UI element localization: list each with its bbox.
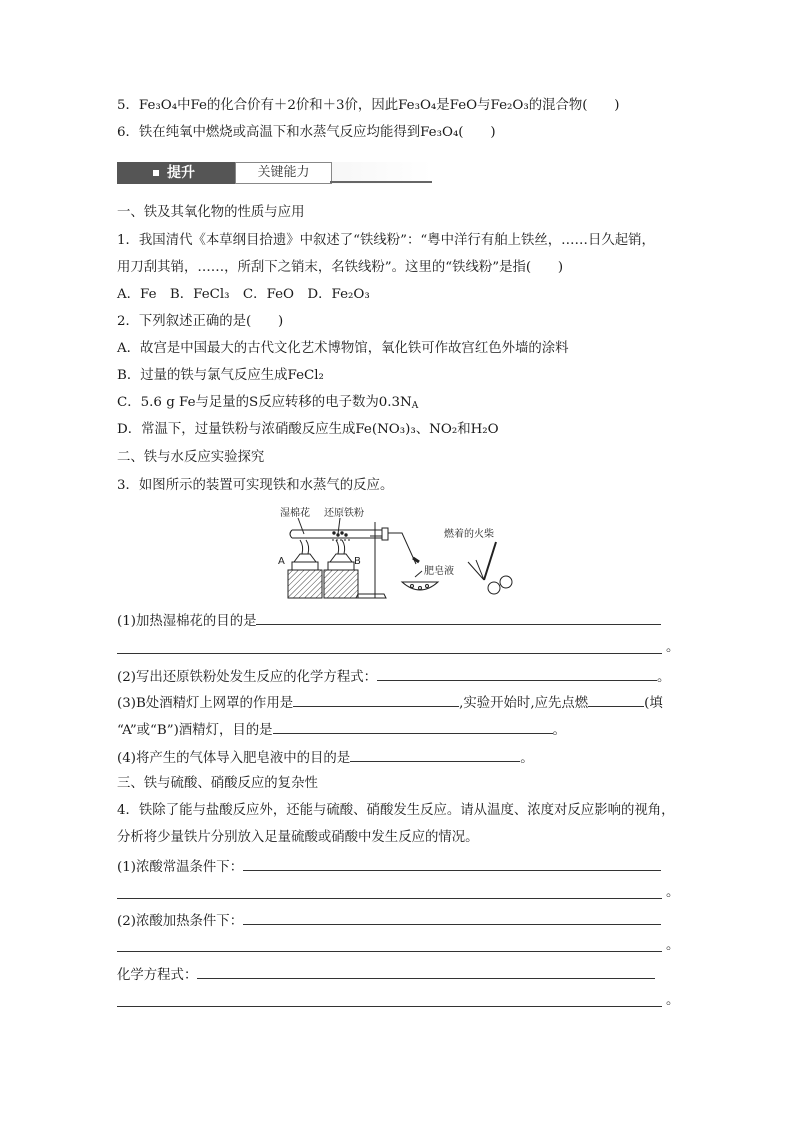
q3-sub1	[117, 610, 661, 632]
q3-sub2	[117, 666, 670, 688]
period: 。	[666, 885, 680, 900]
period: 。	[520, 751, 534, 766]
q1-line1: 1．我国清代《本草纲目拾遗》中叙述了“铁线粉”：“粤中洋行有舶上铁丝，……日久起销，	[117, 233, 655, 248]
answer-line[interactable]	[117, 1006, 662, 1007]
iron-dot	[345, 534, 347, 536]
question-6: 6．铁在纯氧中燃烧或高温下和水蒸气反应均能得到Fe₃O₄( )	[117, 125, 496, 140]
answer-blank[interactable]	[256, 610, 661, 625]
flame-a	[300, 540, 309, 554]
q2-option-b: B．过量的铁与氯气反应生成FeCl₂	[117, 368, 324, 383]
square-bullet-icon	[153, 170, 159, 176]
apparatus-figure	[270, 502, 524, 602]
q2-option-c	[117, 393, 418, 413]
answer-blank[interactable]	[197, 964, 655, 979]
stand-base	[356, 594, 386, 598]
lamp-b-top	[330, 554, 352, 562]
answer-blank[interactable]	[243, 910, 661, 925]
label-match: 燃着的火柴	[444, 529, 494, 540]
answer-blank[interactable]	[243, 856, 661, 871]
q3-sub3-cont	[117, 719, 566, 741]
q1-options: A．Fe B．FeCl₃ C．FeO D．Fe₂O₃	[117, 287, 370, 302]
answer-blank[interactable]	[588, 692, 644, 707]
header-underline	[330, 181, 432, 183]
match-stick	[484, 542, 496, 580]
iron-dot	[341, 532, 343, 534]
bubble	[426, 585, 429, 588]
leader-soap	[415, 571, 422, 577]
section-header	[117, 162, 432, 184]
block-b	[324, 570, 358, 598]
q4-sub1	[117, 856, 661, 878]
part3-title: 三、铁与硫酸、硝酸反应的复杂性	[117, 776, 318, 791]
answer-blank[interactable]	[377, 666, 657, 681]
q3-sub3	[117, 692, 663, 714]
lamp-a-top	[294, 554, 316, 562]
q3-sub3-label-d: “A”或“B”)酒精灯，目的是	[117, 723, 273, 738]
q2-stem: 2．下列叙述正确的是( )	[117, 314, 284, 329]
q3-sub2-label: (2)写出还原铁粉处发生反应的化学方程式：	[117, 670, 377, 685]
q4-sub1-label: (1)浓酸常温条件下：	[117, 860, 244, 875]
period: 。	[552, 723, 566, 738]
q3-sub3-label-a: (3)B处酒精灯上网罩的作用是	[117, 696, 294, 711]
tongs-ring	[488, 582, 500, 594]
q4-line2: 分析将少量铁片分别放入足量硫酸或硝酸中发生反应的情况。	[117, 830, 479, 845]
q4-sub3-label: 化学方程式：	[117, 968, 198, 983]
q1-line2: 用刀刮其销，……，所刮下之销末，名铁线粉”。这里的“铁线粉”是指( )	[117, 260, 564, 275]
label-soap: 肥皂液	[424, 566, 454, 577]
label-cotton: 湿棉花	[280, 508, 310, 519]
bubble	[419, 587, 422, 590]
period: 。	[666, 640, 680, 655]
q2-option-a: A．故宫是中国最大的古代文化艺术博物馆，氧化铁可作故宫红色外墙的涂料	[117, 341, 569, 356]
period: 。	[666, 938, 680, 953]
q2-option-c-sub: A	[411, 401, 419, 411]
q2-option-c-text: C．5.6 g Fe与足量的S反应转移的电子数为0.3N	[117, 395, 412, 410]
iron-dot	[337, 534, 339, 536]
header-sub-label: 关键能力	[235, 162, 332, 184]
header-main-label: 提升	[167, 165, 195, 181]
q3-sub1-label: (1)加热湿棉花的目的是	[117, 614, 257, 629]
q3-stem: 3．如图所示的装置可实现铁和水蒸气的反应。	[117, 478, 394, 493]
answer-blank[interactable]	[293, 692, 459, 707]
part1-title: 一、铁及其氧化物的性质与应用	[117, 205, 305, 220]
tube-end	[290, 530, 292, 538]
stopper	[382, 528, 388, 540]
answer-line[interactable]	[117, 653, 662, 654]
q2-option-d: D．常温下，过量铁粉与浓硝酸反应生成Fe(NO₃)₃、NO₂和H₂O	[117, 422, 499, 437]
q4-line1: 4．铁除了能与盐酸反应外，还能与硫酸、硝酸发生反应。请从温度、浓度对反应影响的视角，	[117, 803, 675, 818]
label-a: A	[278, 556, 285, 567]
tongs-ring	[500, 576, 512, 588]
label-iron: 还原铁粉	[324, 508, 364, 519]
answer-blank[interactable]	[350, 747, 520, 762]
bubble	[411, 585, 414, 588]
lamp-b-body	[328, 562, 354, 570]
label-b: B	[354, 556, 361, 567]
flame-b	[336, 540, 345, 554]
part2-title: 二、铁与水反应实验探究	[117, 450, 265, 465]
period: 。	[666, 993, 680, 1008]
answer-line[interactable]	[117, 951, 662, 952]
q3-sub4-label: (4)将产生的气体导入肥皂液中的目的是	[117, 751, 351, 766]
lamp-a-body	[292, 562, 318, 570]
leader-cotton	[298, 518, 304, 534]
answer-line[interactable]	[117, 898, 662, 899]
tongs	[468, 560, 484, 580]
question-5: 5．Fe₃O₄中Fe的化合价有＋2价和＋3价，因此Fe₃O₄是FeO与Fe₂O₃的混合物( )	[117, 98, 620, 113]
q4-sub3	[117, 964, 655, 986]
answer-blank[interactable]	[273, 719, 553, 734]
block-a	[288, 570, 322, 598]
q3-sub3-label-b: ,实验开始时,应先点燃	[459, 696, 589, 711]
header-main	[117, 162, 235, 184]
period: 。	[657, 670, 671, 685]
q4-sub2	[117, 910, 661, 932]
leader-iron	[338, 518, 340, 534]
iron-dot	[333, 532, 335, 534]
delivery-tube	[388, 533, 416, 564]
q3-sub3-label-c: (填	[644, 696, 663, 711]
q4-sub2-label: (2)浓酸加热条件下：	[117, 914, 244, 929]
q3-sub4	[117, 747, 534, 769]
tube-joint	[413, 558, 419, 562]
